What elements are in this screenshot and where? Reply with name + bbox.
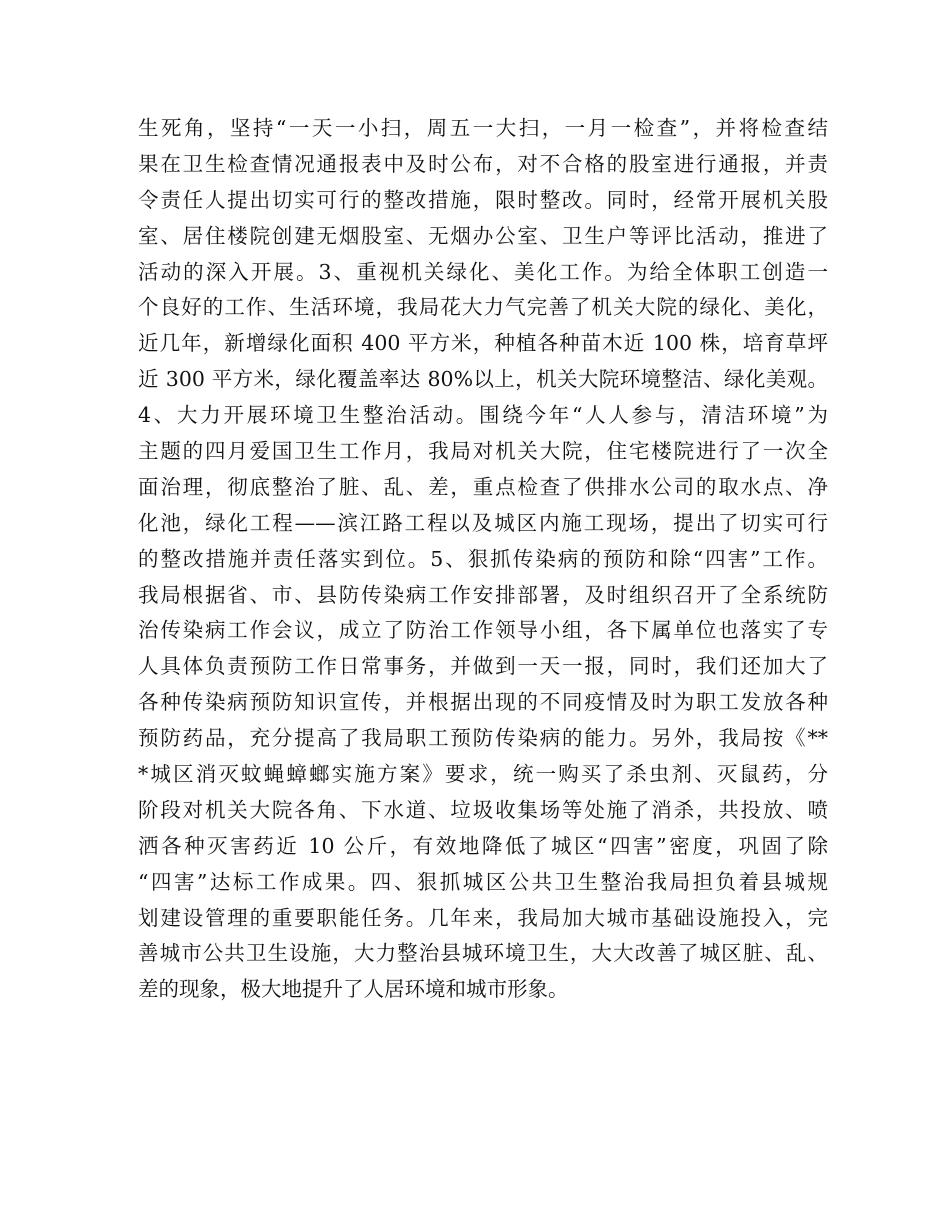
text-line: “四害”达标工作成果。四、狠抓城区公共卫生整治我局担负着县城规 [138, 869, 828, 894]
text-line: 4、大力开展环境卫生整治活动。围绕今年“人人参与，清洁环境”为 [138, 403, 828, 428]
body-text [138, 111, 828, 1008]
text-line: 洒各种灭害药近 10 公斤，有效地降低了城区“四害”密度，巩固了除 [138, 833, 828, 858]
text-line: 个良好的工作、生活环境，我局花大力气完善了机关大院的绿化、美化， [138, 295, 828, 320]
text-line: 善城市公共卫生设施，大力整治县城环境卫生，大大改善了城区脏、乱、 [138, 941, 828, 966]
text-line: 近几年，新增绿化面积 400 平方米，种植各种苗木近 100 株，培育草坪 [138, 331, 828, 356]
text-line: 化池，绿化工程——滨江路工程以及城区内施工现场，提出了切实可行 [138, 510, 828, 535]
text-line: 的整改措施并责任落实到位。5、狠抓传染病的预防和除“四害”工作。 [138, 546, 828, 571]
text-line: 划建设管理的重要职能任务。几年来，我局加大城市基础设施投入，完 [138, 905, 828, 930]
text-line: 阶段对机关大院各角、下水道、垃圾收集场等处施了消杀，共投放、喷 [138, 797, 828, 822]
text-line: 近 300 平方米，绿化覆盖率达 80%以上，机关大院环境整洁、绿化美观。 [138, 367, 828, 392]
text-line: 预防药品，充分提高了我局职工预防传染病的能力。另外，我局按《** [138, 726, 828, 751]
text-line: 令责任人提出切实可行的整改措施，限时整改。同时，经常开展机关股 [138, 187, 828, 212]
text-line: 各种传染病预防知识宣传，并根据出现的不同疫情及时为职工发放各种 [138, 690, 828, 715]
text-line: 生死角，坚持“一天一小扫，周五一大扫，一月一检查”，并将检查结 [138, 116, 828, 140]
text-line: 室、居住楼院创建无烟股室、无烟办公室、卫生户等评比活动，推进了 [138, 223, 828, 248]
text-line: 我局根据省、市、县防传染病工作安排部署，及时组织召开了全系统防 [138, 582, 828, 607]
text-line: 果在卫生检查情况通报表中及时公布，对不合格的股室进行通报，并责 [138, 151, 828, 176]
text-line: 人具体负责预防工作日常事务，并做到一天一报，同时，我们还加大了 [138, 654, 828, 679]
text-line: 活动的深入开展。3、重视机关绿化、美化工作。为给全体职工创造一 [138, 259, 828, 284]
text-line: 主题的四月爱国卫生工作月，我局对机关大院，住宅楼院进行了一次全 [138, 439, 828, 464]
text-line: *城区消灭蚊蝇蟑螂实施方案》要求，统一购买了杀虫剂、灭鼠药，分 [138, 762, 828, 787]
text-line: 面治理，彻底整治了脏、乱、差，重点检查了供排水公司的取水点、净 [138, 474, 828, 499]
text-line: 差的现象，极大地提升了人居环境和城市形象。 [138, 977, 569, 1002]
text-line: 治传染病工作会议，成立了防治工作领导小组，各下属单位也落实了专 [138, 618, 828, 643]
